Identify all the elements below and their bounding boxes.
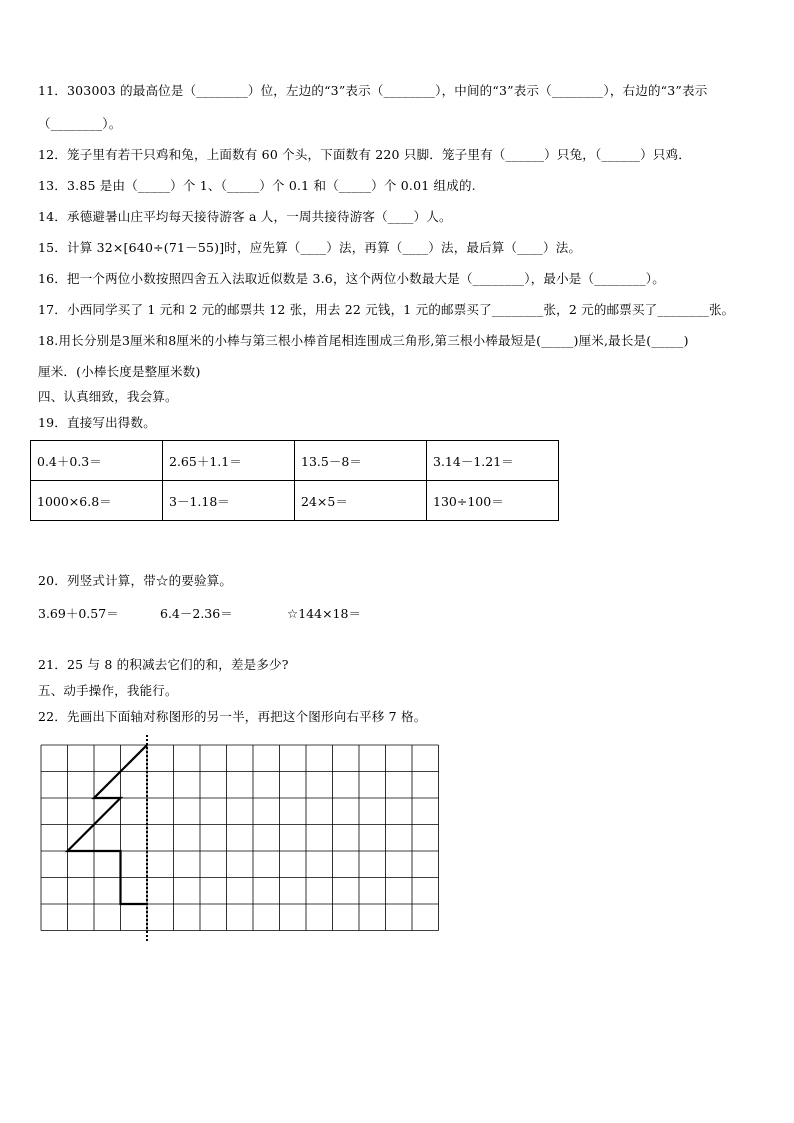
calc-cell: 24×5＝ — [295, 481, 427, 521]
calc-cell: 0.4＋0.3＝ — [31, 441, 163, 481]
question-17: 17．小西同学买了 1 元和 2 元的邮票共 12 张，用去 22 元钱，1 元的邮票买了________张，2 元的邮票买了________张。 — [38, 302, 735, 317]
question-12: 12．笼子里有若干只鸡和兔，上面数有 60 个头，下面数有 220 只脚．笼子里有（______）只兔，（______）只鸡． — [38, 147, 691, 162]
vertical-calc-item: 6.4－2.36＝ — [160, 606, 233, 621]
question-16: 16．把一个两位小数按照四舍五入法取近似数是 3.6，这个两位小数最大是（________），最小是（________）。 — [38, 271, 665, 286]
question-11-line2: （________）。 — [38, 116, 122, 131]
calc-cell: 3－1.18＝ — [163, 481, 295, 521]
question-13: 13．3.85 是由（_____）个 1、（_____）个 0.1 和（_____）个 0.01 组成的. — [38, 178, 476, 193]
question-15: 15．计算 32×[640÷(71－55)]时，应先算（____）法，再算（____）法，最后算（____）法。 — [38, 240, 582, 255]
section-4-heading: 四、认真细致，我会算。 — [38, 389, 178, 404]
question-14: 14．承德避暑山庄平均每天接待游客 a 人，一周共接待游客（____）人。 — [38, 209, 452, 224]
question-21: 21．25 与 8 的积减去它们的和，差是多少? — [38, 657, 289, 672]
vertical-calc-item: ☆144×18＝ — [287, 606, 361, 621]
grid-lines — [41, 745, 439, 931]
question-19: 19．直接写出得数。 — [38, 415, 156, 430]
calc-cell: 3.14－1.21＝ — [427, 441, 559, 481]
section-5-heading: 五、动手操作，我能行。 — [38, 683, 178, 698]
question-18-line2: 厘米．(小棒长度是整厘米数) — [38, 364, 201, 379]
calc-cell: 1000×6.8＝ — [31, 481, 163, 521]
question-22: 22．先画出下面轴对称图形的另一半，再把这个图形向右平移 7 格。 — [38, 709, 427, 724]
question-18-line1: 18.用长分别是3厘米和8厘米的小棒与第三根小棒首尾相连围成三角形,第三根小棒最短是(_____)厘米,最长是(_____) — [38, 333, 689, 348]
question-11-line1: 11．303003 的最高位是（________）位，左边的“3”表示（________），中间的“3”表示（________），右边的“3”表示 — [38, 83, 708, 98]
calc-cell: 130÷100＝ — [427, 481, 559, 521]
vertical-calc-item: 3.69＋0.57＝ — [38, 606, 119, 621]
question-20: 20．列竖式计算，带☆的要验算。 — [38, 573, 233, 588]
calc-cell: 13.5－8＝ — [295, 441, 427, 481]
calc-cell: 2.65＋1.1＝ — [163, 441, 295, 481]
